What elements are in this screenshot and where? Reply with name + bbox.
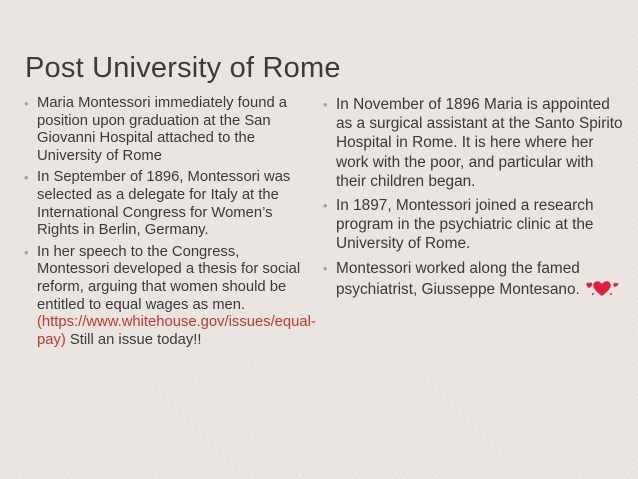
bullet-text: In November of 1896 Maria is appointed as a surgical assistant at the Santo Spirito Hospital in Rome. It is here where her work with the poor, and particular with their children began. (336, 96, 623, 190)
list-item (323, 259, 623, 299)
bullet-icon: • (323, 97, 328, 112)
bullet-icon: • (24, 244, 29, 260)
bullet-text: In 1897, Montessori joined a research program in the psychiatric clinic at the University of Rome. (336, 197, 594, 253)
left-column (24, 95, 314, 353)
equal-pay-link[interactable]: (https://www.whitehouse.gov/issues/equal-pay) (37, 314, 316, 348)
list-item (24, 244, 314, 350)
list-item (323, 196, 623, 254)
bullet-icon: • (323, 198, 328, 214)
slide-title: Post University of Rome (25, 52, 341, 84)
list-item (323, 95, 623, 191)
list-item (24, 169, 314, 239)
hearts-graphic (584, 278, 620, 298)
bullet-text-after: Still an issue today!! (65, 331, 202, 348)
bullet-text: Montessori worked along the famed psychiatrist, Giusseppe Montesano. (336, 259, 580, 298)
right-bullet-list (323, 95, 623, 299)
hearts-icon (584, 278, 620, 298)
right-column (323, 95, 623, 304)
left-bullet-list (24, 95, 314, 349)
bullet-text: In September of 1896, Montessori was selected as a delegate for Italy at the International Congress for Women’s Rights in Berlin, Germany. (37, 169, 291, 239)
bullet-icon: • (323, 260, 328, 276)
list-item (24, 95, 314, 165)
bullet-icon: • (24, 170, 29, 186)
bullet-text: Maria Montessori immediately found a position upon graduation at the San Giovanni Hospital attached to the University of Rome (37, 95, 288, 164)
bullet-text: In her speech to the Congress, Montessori developed a thesis for social reform, arguing that women should be entitled to equal wages as men. (37, 243, 301, 313)
bullet-icon: • (24, 96, 29, 111)
